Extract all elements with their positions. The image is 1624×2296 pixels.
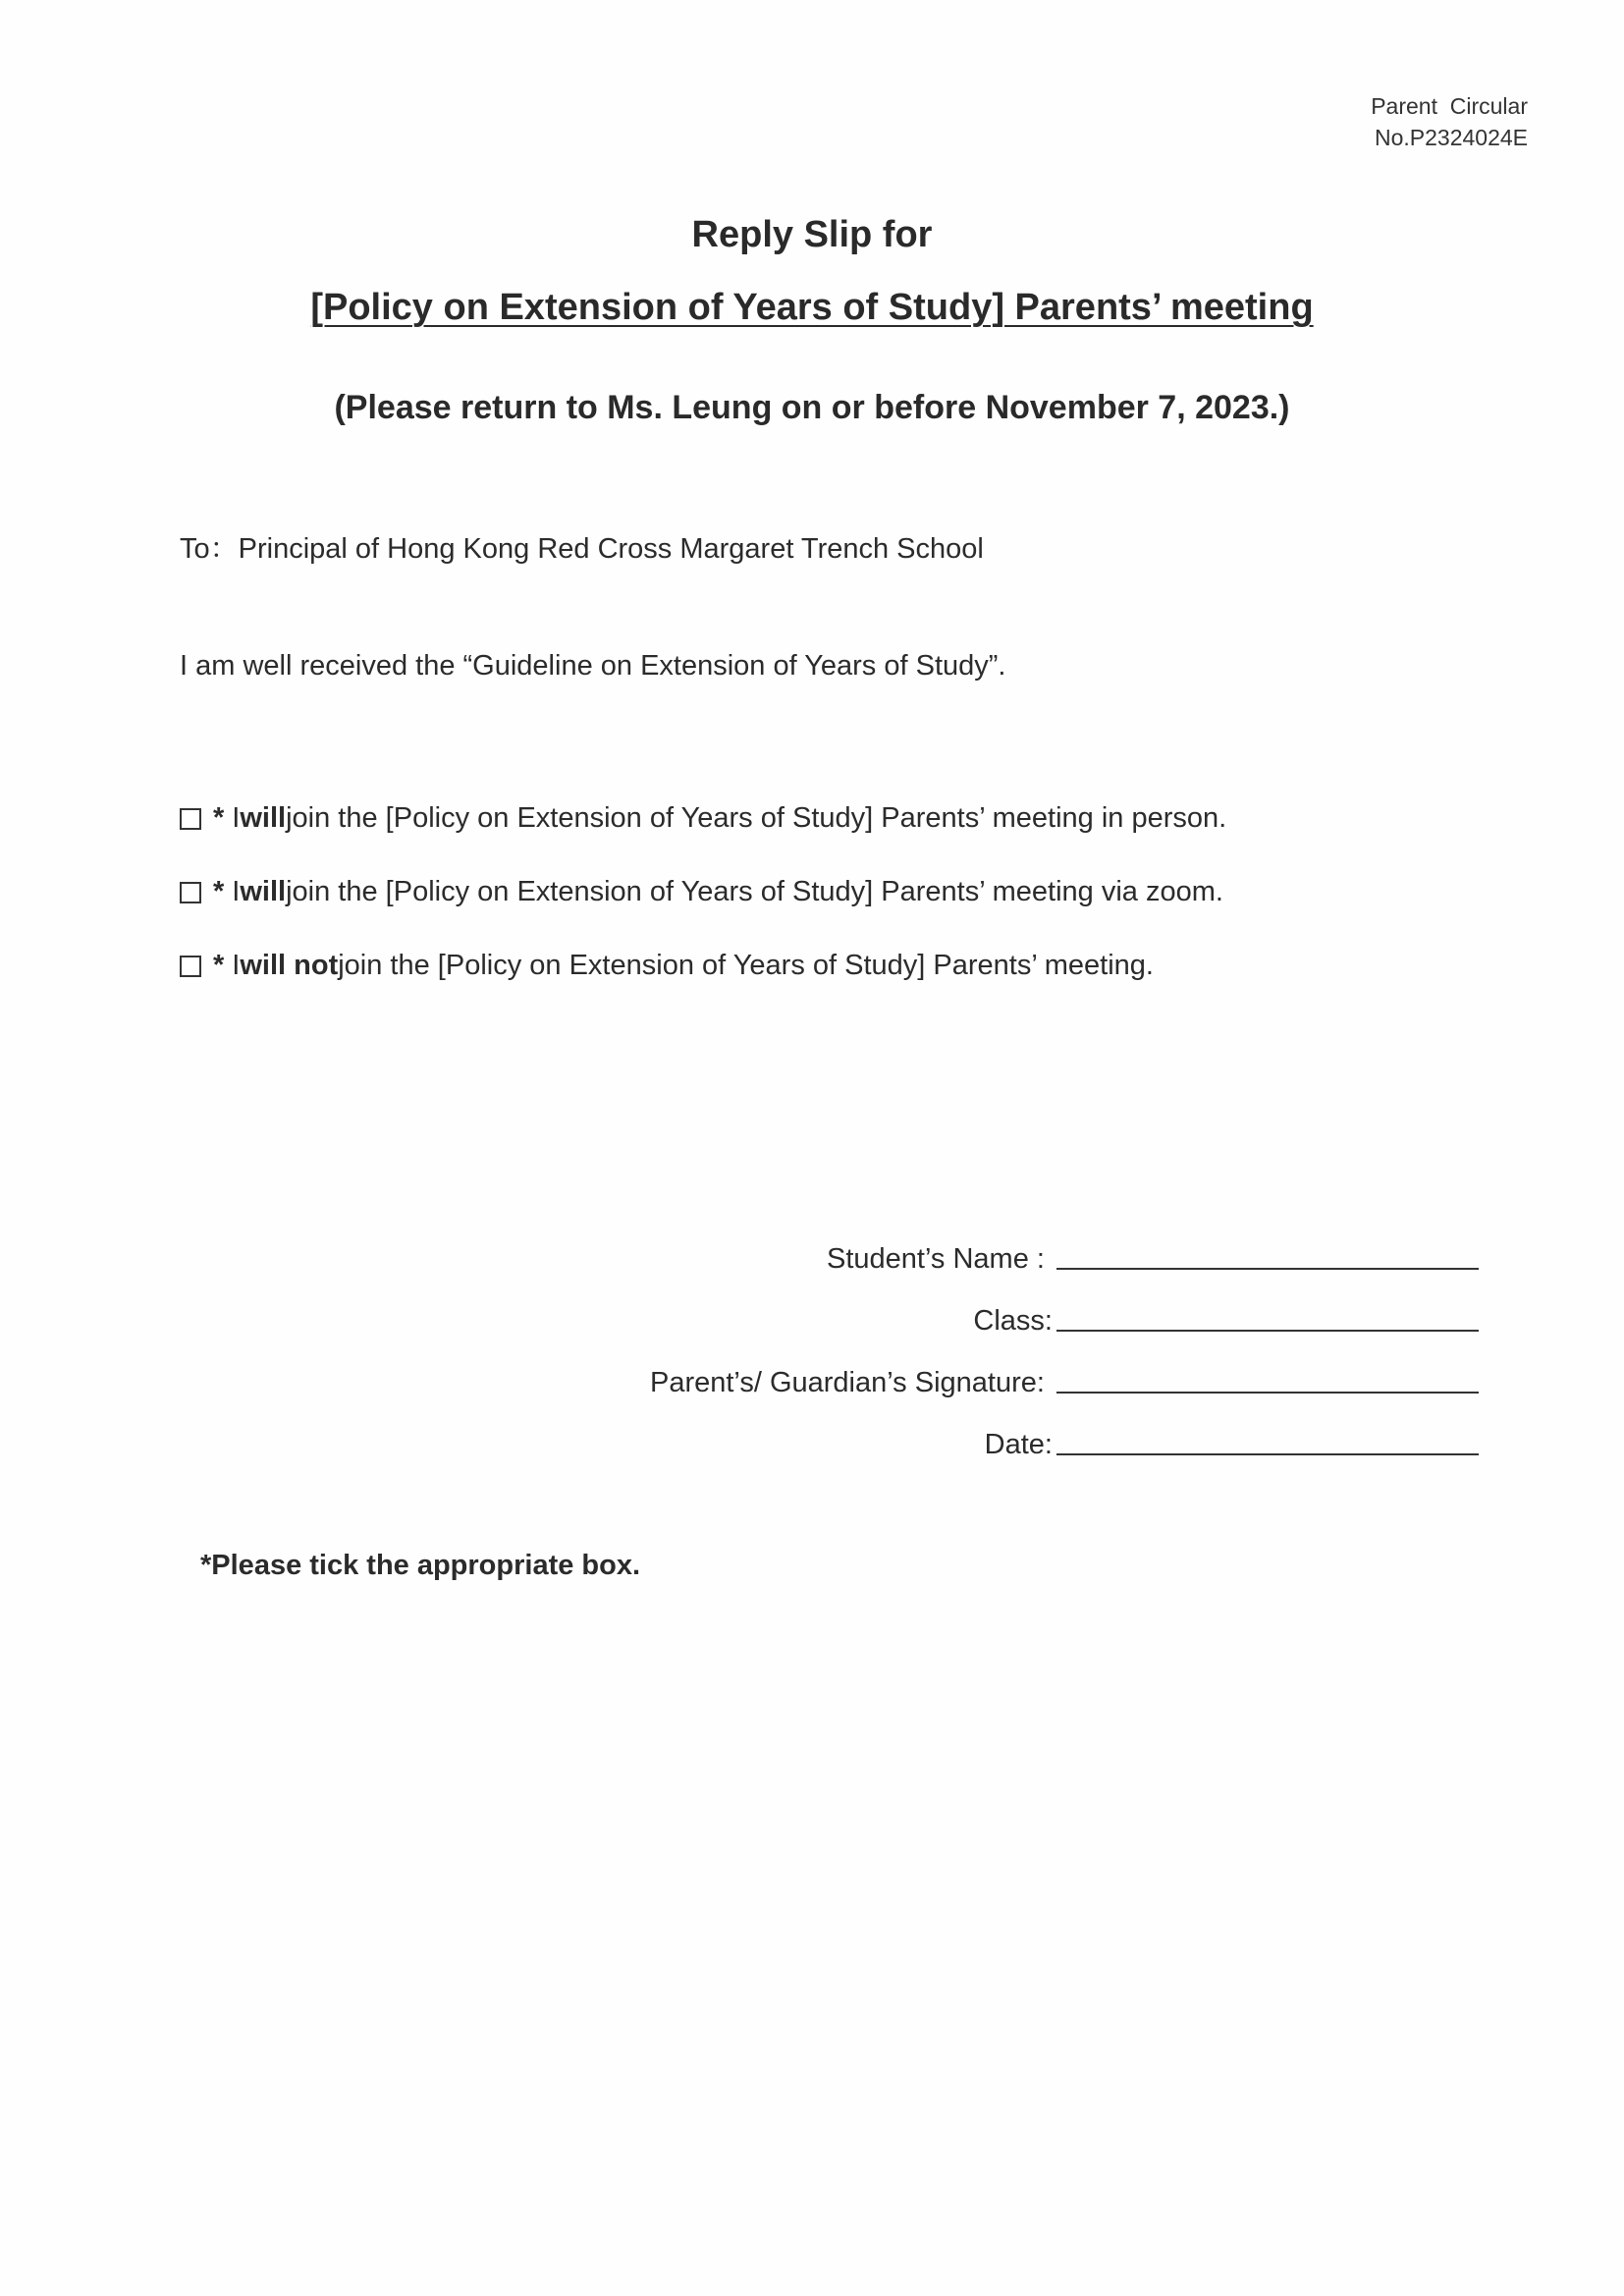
checkbox-in-person[interactable]: [180, 808, 201, 830]
signature-blank[interactable]: [1056, 1392, 1479, 1394]
option-text: join the [Policy on Extension of Years of Study] Parents’ meeting via zoom.: [286, 876, 1223, 907]
option-lead: I: [232, 876, 241, 907]
circular-reference: [1371, 90, 1528, 153]
option-text: join the [Policy on Extension of Years of Study] Parents’ meeting.: [338, 950, 1154, 981]
class-field: [650, 1276, 1479, 1338]
circular-label: Parent Circular: [1371, 93, 1528, 119]
option-emphasis: will: [240, 876, 287, 907]
option-not-attend: [180, 929, 1226, 1003]
option-emphasis: will: [240, 802, 287, 834]
meeting-title-text: [Policy on Extension of Years of Study] Parents’ meeting: [310, 287, 1314, 328]
return-deadline-note: (Please return to Ms. Leung on or before November 7, 2023.): [334, 389, 1290, 426]
addressee-line: To：Principal of Hong Kong Red Cross Margaret Trench School: [180, 533, 984, 565]
receipt-statement: I am well received the “Guideline on Extension of Years of Study”.: [180, 650, 1006, 682]
date-label: Date:: [984, 1429, 1053, 1460]
circular-number: No.P2324024E: [1374, 125, 1528, 150]
student-name-label: Student’s Name :: [827, 1243, 1053, 1275]
date-field: [650, 1399, 1479, 1461]
signature-field: [650, 1338, 1479, 1399]
option-lead: I: [232, 802, 241, 834]
class-blank[interactable]: [1056, 1330, 1479, 1332]
date-blank[interactable]: [1056, 1453, 1479, 1455]
option-star: *: [213, 876, 225, 907]
option-lead: I: [232, 950, 241, 981]
option-star: *: [213, 802, 225, 834]
student-name-field: [650, 1214, 1479, 1276]
signature-label: Parent’s/ Guardian’s Signature:: [649, 1367, 1053, 1398]
attendance-options: [180, 782, 1226, 1003]
student-name-blank[interactable]: [1056, 1268, 1479, 1270]
page-title: Reply Slip for: [691, 214, 933, 255]
checkbox-not-attend[interactable]: [180, 956, 201, 977]
meeting-title: [0, 287, 1624, 329]
option-star: *: [213, 950, 225, 981]
option-in-person: [180, 782, 1226, 855]
option-emphasis: will not: [240, 950, 339, 981]
option-via-zoom: [180, 855, 1226, 929]
signature-fields: [650, 1214, 1479, 1461]
class-label: Class:: [973, 1305, 1053, 1337]
tick-box-footnote: *Please tick the appropriate box.: [200, 1550, 641, 1581]
checkbox-via-zoom[interactable]: [180, 882, 201, 903]
option-text: join the [Policy on Extension of Years of Study] Parents’ meeting in person.: [286, 802, 1227, 834]
